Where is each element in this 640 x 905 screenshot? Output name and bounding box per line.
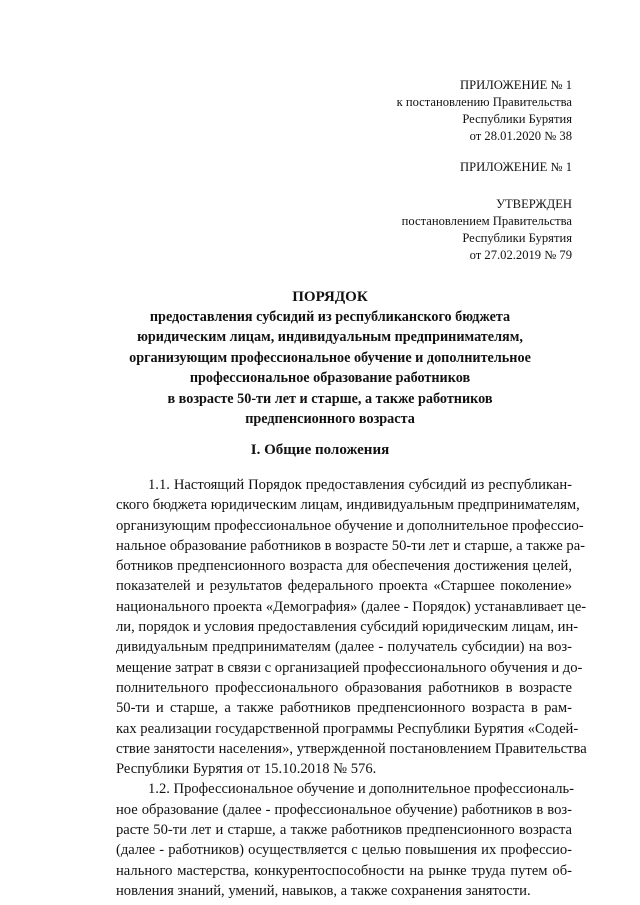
text-line: ках реализации государственной программы Республики Бурятия «Содей- <box>116 720 579 737</box>
title-subline: в возрасте 50-ти лет и старше, а также работников <box>167 390 493 407</box>
text-line: мещение затрат в связи с организацией профессионального обучения и до- <box>116 659 583 676</box>
appendix-2-line: постановлением Правительства <box>401 214 572 228</box>
text-line: полнительного профессионального образования работников в возрасте <box>116 679 572 696</box>
text-line: организующим профессиональное обучение и дополнительное профессио- <box>116 517 584 534</box>
appendix-2-line: от 27.02.2019 № 79 <box>469 248 572 262</box>
appendix-1-line: к постановлению Правительства <box>396 95 572 109</box>
text-line: дивидуальным предпринимателям (далее - получатель субсидии) на воз- <box>116 639 572 656</box>
text-line: 1.2. Профессиональное обучение и дополнительное профессиональ- <box>148 781 574 798</box>
text-line: ботников предпенсионного возраста для обеспечения достижения целей, <box>116 558 572 575</box>
title-subline: предоставления субсидий из республиканского бюджета <box>149 309 511 325</box>
text-line: ное образование (далее - профессиональное обучение) работников в воз- <box>116 801 572 818</box>
text-line: нальное образование работников в возрасте 50-ти лет и старше, а также ра- <box>116 537 586 554</box>
text-line: нального мастерства, конкурентоспособности на рынке труда путем об- <box>116 862 572 879</box>
text-line: показателей и результатов федерального проекта «Старшее поколение» <box>116 578 572 595</box>
text-line: расте 50-ти лет и старше, а также работников предпенсионного возраста <box>116 822 572 839</box>
title-subline: предпенсионного возраста <box>245 411 415 428</box>
document-title <box>110 287 550 429</box>
paragraph-1-1 <box>116 475 587 779</box>
text-line: 50-ти и старше, а также работников предпенсионного возраста в рам- <box>116 700 572 717</box>
approval-label: УТВЕРЖДЕН <box>496 197 572 211</box>
text-line: ского бюджета юридическим лицам, индивидуальным предпринимателям, <box>116 497 580 514</box>
text-line: ли, порядок и условия предоставления субсидий юридическим лицам, ин- <box>116 619 579 636</box>
document-body <box>116 475 587 901</box>
appendix-2-block <box>402 159 572 264</box>
appendix-2-head: ПРИЛОЖЕНИЕ № 1 <box>460 160 572 174</box>
title-subline: организующим профессиональное обучение и дополнительное <box>129 349 531 366</box>
title-subline: юридическим лицам, индивидуальным предпринимателям, <box>137 329 523 346</box>
text-line: 1.1. Настоящий Порядок предоставления субсидий из республикан- <box>148 477 572 493</box>
text-line: Республики Бурятия от 15.10.2018 № 576. <box>116 761 377 778</box>
text-line: ствие занятости населения», утвержденной постановлением Правительства <box>116 740 587 757</box>
paragraph-1-2 <box>116 779 572 901</box>
title-subline: профессиональное образование работников <box>189 370 471 387</box>
section-heading: I. Общие положения <box>250 442 390 458</box>
title-main: ПОРЯДОК <box>292 289 368 305</box>
text-line: новления знаний, умений, навыков, а также сохранения занятости. <box>116 882 531 899</box>
text-line: национального проекта «Демография» (далее - Порядок) устанавливает це- <box>116 598 587 615</box>
text-line: (далее - работников) осуществляется с целью повышения их профессио- <box>116 842 572 859</box>
appendix-1-block <box>397 77 572 145</box>
appendix-1-line: от 28.01.2020 № 38 <box>469 129 572 143</box>
appendix-1-head: ПРИЛОЖЕНИЕ № 1 <box>460 78 572 92</box>
appendix-1-line: Республики Бурятия <box>462 112 572 126</box>
appendix-2-line: Республики Бурятия <box>462 231 572 245</box>
